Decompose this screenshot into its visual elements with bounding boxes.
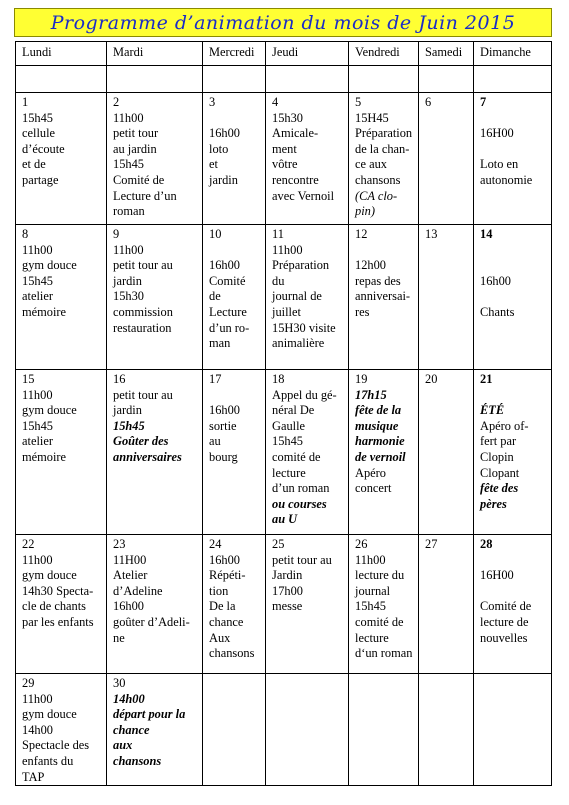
event-line: 16h00	[209, 403, 240, 418]
event-line: aux	[113, 738, 133, 753]
event-line: 11h00	[113, 110, 144, 125]
event-line: du	[272, 273, 285, 288]
event-line: messe	[272, 599, 303, 614]
day-cell	[266, 225, 349, 370]
event-line: comité de	[272, 449, 321, 464]
day-cell	[203, 93, 266, 225]
column-header: Vendredi	[349, 42, 419, 66]
event-line: anniversai-	[355, 289, 411, 304]
day-number: 10	[209, 227, 222, 241]
event-line: d’un ro-	[209, 320, 250, 335]
page-title: Programme d’animation du mois de Juin 2015	[50, 12, 516, 34]
event-line: 11h00	[22, 242, 53, 257]
event-line: bourg	[209, 449, 238, 464]
day-cell	[474, 535, 552, 674]
event-line: 15h45	[113, 157, 144, 172]
day-cell	[16, 370, 107, 535]
day-cell	[203, 370, 266, 535]
spacer	[480, 388, 547, 404]
blank-row	[16, 66, 552, 93]
event-line: d’écoute	[22, 141, 65, 156]
day-number: 27	[425, 537, 438, 551]
event-line: journal	[355, 583, 391, 598]
event-line: Comité de	[113, 172, 165, 187]
event-line: rencontre	[272, 172, 319, 187]
event-line: Gaulle	[272, 418, 306, 433]
empty-cell	[349, 674, 419, 786]
empty-cell	[203, 674, 266, 786]
day-number: 2	[113, 95, 120, 109]
day-number: 7	[480, 95, 487, 109]
day-cell	[349, 535, 419, 674]
event-line: 11h00	[22, 691, 53, 706]
day-cell	[419, 370, 474, 535]
day-cell	[203, 225, 266, 370]
day-cell	[474, 93, 552, 225]
week-row	[16, 93, 552, 225]
event-line: Préparation	[355, 126, 413, 141]
event-line: man	[209, 336, 231, 351]
day-cell	[107, 674, 203, 786]
event-line: et de	[22, 157, 46, 172]
event-line: jardin	[113, 273, 142, 288]
day-cell	[16, 674, 107, 786]
event-line: 16h00	[113, 599, 144, 614]
event-line: 16h00	[209, 126, 240, 141]
event-line: Appel du gé-	[272, 387, 337, 402]
event-line: Lecture d’un	[113, 188, 177, 203]
calendar-table	[15, 41, 552, 786]
event-line: 15h45	[22, 110, 53, 125]
event-line: chance	[113, 722, 150, 737]
event-line: 14h30 Specta-	[22, 583, 94, 598]
event-line: jardin	[209, 172, 238, 187]
event-line: loto	[209, 141, 229, 156]
day-number: 17	[209, 372, 222, 386]
column-header: Mercredi	[203, 42, 266, 66]
header-row	[16, 42, 552, 66]
event-line: animalière	[272, 336, 325, 351]
event-line: res	[355, 304, 370, 319]
event-line: de vernoil	[355, 449, 406, 464]
event-line: Amicale-	[272, 126, 319, 141]
week-row	[16, 225, 552, 370]
event-line: journal de	[272, 289, 322, 304]
column-header: Samedi	[419, 42, 474, 66]
event-line: comité de	[355, 614, 404, 629]
event-line: avec Vernoil	[272, 188, 335, 203]
event-line: goûter d’Adeli-	[113, 614, 190, 629]
week-row	[16, 535, 552, 674]
spacer	[355, 243, 414, 259]
event-line: Répéti-	[209, 568, 246, 583]
event-line: lecture	[355, 630, 389, 645]
event-line: concert	[355, 481, 392, 496]
event-line: jardin	[113, 403, 142, 418]
event-line: anniversaires	[113, 449, 182, 464]
column-header: Jeudi	[266, 42, 349, 66]
day-number: 12	[355, 227, 368, 241]
spacer	[480, 584, 547, 600]
event-line: 15h45	[22, 418, 53, 433]
event-line: 15h45	[22, 273, 53, 288]
event-line: 14h00	[22, 722, 53, 737]
event-line: ÉTÉ	[480, 403, 505, 418]
event-line: par les enfants	[22, 614, 94, 629]
day-number: 1	[22, 95, 29, 109]
event-line: départ pour la	[113, 707, 186, 722]
event-line: Apéro of-	[480, 418, 529, 433]
event-line: juillet	[272, 304, 301, 319]
week-row	[16, 674, 552, 786]
event-line: 11h00	[113, 242, 144, 257]
event-line: chansons	[209, 646, 255, 661]
event-line: fert par	[480, 434, 517, 449]
event-line: atelier	[22, 434, 53, 449]
event-line: 11h00	[22, 552, 53, 567]
day-number: 11	[272, 227, 284, 241]
event-line: commission	[113, 304, 173, 319]
empty-cell	[203, 66, 266, 93]
empty-cell	[474, 66, 552, 93]
event-line: Chants	[480, 304, 515, 319]
event-line: Préparation	[272, 258, 330, 273]
event-line: 14h00	[113, 691, 145, 706]
event-line: mémoire	[22, 449, 67, 464]
day-cell	[107, 93, 203, 225]
event-line: d’Adeline	[113, 583, 163, 598]
event-line: 15h30	[272, 110, 303, 125]
empty-cell	[349, 66, 419, 93]
day-number: 23	[113, 537, 126, 551]
day-cell	[419, 225, 474, 370]
event-line: roman	[113, 204, 145, 219]
day-number: 29	[22, 676, 35, 690]
day-cell	[474, 225, 552, 370]
event-line: 16h00	[209, 552, 240, 567]
event-line: tion	[209, 583, 229, 598]
day-number: 20	[425, 372, 438, 386]
event-line: et	[209, 157, 218, 172]
column-header: Dimanche	[474, 42, 552, 66]
event-line: Spectacle des	[22, 738, 90, 753]
event-line: au jardin	[113, 141, 157, 156]
event-line: Apéro	[355, 465, 386, 480]
event-line: 17h15	[355, 387, 387, 402]
day-number: 5	[355, 95, 362, 109]
spacer	[209, 243, 261, 259]
event-line: néral De	[272, 403, 315, 418]
event-line: 12h00	[355, 258, 386, 273]
event-line: lecture de	[480, 614, 529, 629]
event-line: d‘un roman	[355, 646, 413, 661]
day-number: 24	[209, 537, 222, 551]
day-number: 16	[113, 372, 126, 386]
day-number: 14	[480, 227, 493, 241]
empty-cell	[16, 66, 107, 93]
event-line: ment	[272, 141, 297, 156]
spacer	[209, 111, 261, 127]
column-header: Lundi	[16, 42, 107, 66]
spacer	[480, 142, 547, 158]
spacer	[480, 289, 547, 305]
event-line: 11h00	[355, 552, 386, 567]
event-line: Atelier	[113, 568, 148, 583]
event-line: 16H00	[480, 126, 514, 141]
event-line: gym douce	[22, 258, 77, 273]
day-cell	[16, 225, 107, 370]
event-line: fête de la	[355, 403, 402, 418]
event-line: gym douce	[22, 568, 77, 583]
column-header: Mardi	[107, 42, 203, 66]
event-line: fête des	[480, 481, 519, 496]
event-line: de la chan-	[355, 141, 410, 156]
event-line: petit tour au	[113, 387, 173, 402]
event-line: 15h45	[113, 418, 145, 433]
event-line: pères	[480, 496, 507, 511]
event-line: Goûter des	[113, 434, 169, 449]
day-number: 13	[425, 227, 438, 241]
day-cell	[349, 93, 419, 225]
event-line: d’un roman	[272, 481, 330, 496]
empty-cell	[419, 674, 474, 786]
day-cell	[107, 370, 203, 535]
event-line: petit tour au	[272, 552, 332, 567]
event-line: chansons	[355, 172, 401, 187]
event-line: au U	[272, 512, 298, 527]
event-line: (CA clo-	[355, 188, 398, 203]
event-line: 15h45	[355, 599, 386, 614]
event-line: de	[209, 289, 221, 304]
day-number: 6	[425, 95, 432, 109]
event-line: Lecture	[209, 304, 247, 319]
event-line: gym douce	[22, 403, 77, 418]
event-line: musique	[355, 418, 399, 433]
day-cell	[419, 93, 474, 225]
day-cell	[474, 370, 552, 535]
week-row	[16, 370, 552, 535]
event-line: gym douce	[22, 707, 77, 722]
empty-cell	[474, 674, 552, 786]
event-line: 16h00	[209, 258, 240, 273]
event-line: cle de chants	[22, 599, 86, 614]
day-number: 22	[22, 537, 35, 551]
event-line: restauration	[113, 320, 172, 335]
day-cell	[266, 370, 349, 535]
spacer	[480, 258, 547, 274]
event-line: vôtre	[272, 157, 298, 172]
event-line: chansons	[113, 753, 162, 768]
title-band	[14, 8, 552, 37]
event-line: 15H45	[355, 110, 389, 125]
empty-cell	[266, 674, 349, 786]
day-number: 30	[113, 676, 126, 690]
empty-cell	[107, 66, 203, 93]
event-line: pin)	[355, 204, 375, 219]
empty-cell	[266, 66, 349, 93]
day-number: 28	[480, 537, 493, 551]
event-line: Comité	[209, 273, 246, 288]
day-number: 4	[272, 95, 279, 109]
day-number: 9	[113, 227, 120, 241]
day-number: 15	[22, 372, 35, 386]
spacer	[480, 553, 547, 569]
event-line: TAP	[22, 769, 45, 784]
event-line: Clopant	[480, 465, 520, 480]
event-line: lecture	[272, 465, 306, 480]
event-line: Aux	[209, 630, 231, 645]
day-number: 3	[209, 95, 216, 109]
event-line: 15h45	[272, 434, 303, 449]
event-line: nouvelles	[480, 630, 528, 645]
event-line: Comité de	[480, 599, 532, 614]
event-line: 11h00	[22, 387, 53, 402]
event-line: sortie	[209, 418, 237, 433]
event-line: 11H00	[113, 552, 147, 567]
day-cell	[349, 370, 419, 535]
day-cell	[349, 225, 419, 370]
event-line: 16h00	[480, 273, 511, 288]
event-line: au	[209, 434, 221, 449]
event-line: 11h00	[272, 242, 303, 257]
event-line: petit tour	[113, 126, 159, 141]
event-line: partage	[22, 172, 59, 187]
day-cell	[266, 93, 349, 225]
day-cell	[107, 535, 203, 674]
spacer	[480, 243, 547, 259]
day-cell	[16, 93, 107, 225]
day-cell	[266, 535, 349, 674]
day-number: 18	[272, 372, 285, 386]
event-line: Loto en	[480, 157, 519, 172]
event-line: harmonie	[355, 434, 405, 449]
day-number: 26	[355, 537, 368, 551]
event-line: ou courses	[272, 496, 327, 511]
spacer	[480, 111, 547, 127]
event-line: ne	[113, 630, 125, 645]
event-line: Jardin	[272, 568, 303, 583]
event-line: 15h30	[113, 289, 144, 304]
event-line: atelier	[22, 289, 53, 304]
event-line: mémoire	[22, 304, 67, 319]
event-line: 15H30 visite	[272, 320, 336, 335]
event-line: repas des	[355, 273, 401, 288]
spacer	[209, 388, 261, 404]
day-number: 19	[355, 372, 368, 386]
day-cell	[107, 225, 203, 370]
event-line: chance	[209, 614, 244, 629]
event-line: Clopin	[480, 449, 514, 464]
event-line: lecture du	[355, 568, 405, 583]
event-line: 16H00	[480, 568, 514, 583]
empty-cell	[419, 66, 474, 93]
day-number: 21	[480, 372, 493, 386]
event-line: cellule	[22, 126, 56, 141]
event-line: ce aux	[355, 157, 387, 172]
day-number: 25	[272, 537, 285, 551]
event-line: De la	[209, 599, 236, 614]
day-cell	[419, 535, 474, 674]
day-cell	[203, 535, 266, 674]
event-line: 17h00	[272, 583, 303, 598]
event-line: enfants du	[22, 753, 74, 768]
event-line: autonomie	[480, 172, 533, 187]
day-cell	[16, 535, 107, 674]
event-line: petit tour au	[113, 258, 173, 273]
day-number: 8	[22, 227, 29, 241]
